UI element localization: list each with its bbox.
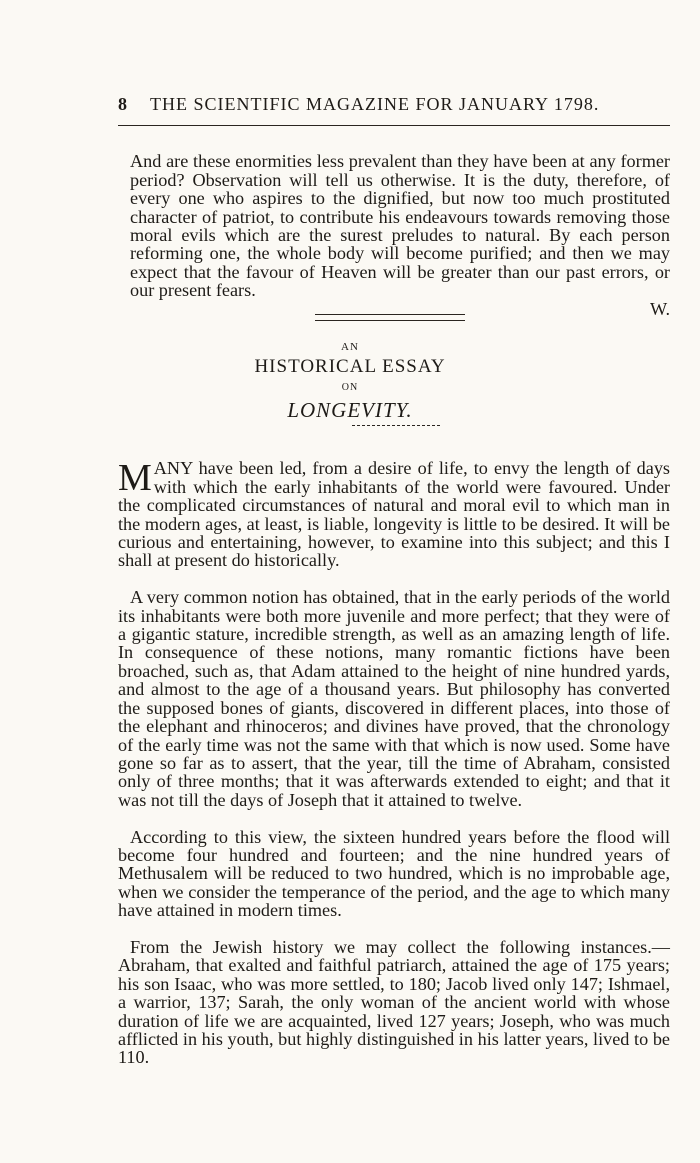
essay-subject: LONGEVITY. [287,398,413,422]
signature: W. [649,298,670,319]
heading-on: ON [341,382,359,393]
intro-paragraph [130,134,670,318]
heading-an: AN [341,341,359,353]
drop-cap: M [118,457,152,500]
essay-paragraph-3: According to this view, the sixteen hundred years before the flood will become four hundred and fourteen; and the nine hundred years of Methusalem will be reduced to two hundred, which is no improbable age, when we consider the temperance of the period, and the age to which many have attained in modern times. [118,826,670,921]
intro-text: And are these enormities less prevalent than they have been at any former period? Observation will tell us otherwise. It is the duty, therefore, of every one who aspires to the dignified, but now too much prostituted character of patriot, to contribute his endeavours towards removing those moral evils which are the surest preludes to natural. By each person reforming one, the whole body will become purified; and then we may expect that the favour of Heaven will be greater than our past errors, or our present fears. [130,151,670,301]
running-title: THE SCIENTIFIC MAGAZINE FOR JANUARY 1798. [150,94,600,114]
header-rule [118,125,670,126]
running-header [118,94,670,115]
essay-body [118,441,670,1085]
section-divider [315,314,465,321]
essay-paragraph-1 [118,459,670,569]
essay-paragraph-2: A very common notion has obtained, that in the early periods of the world its inhabitants were both more juvenile and more perfect; that they were of a gigantic stature, incredible strength, as well as an amazing length of life. In consequence of these notions, many romantic fictions have been broached, such as, that Adam attained to the height of nine hundred yards, and almost to the age of a thousand years. But philosophy has converted the supposed bones of giants, discovered in different places, into those of the elephant and rhinoceros; and divines have proved, that the chronology of the early time was not the same with that which is now used. Some have gone so far as to assert, that the year, till the time of Abraham, consisted only of three months; that it was afterwards extended to eight; and that it was not till the days of Joseph that it attained to twelve. [118,587,670,810]
essay-paragraph-1-text: ANY have been led, from a desire of life, to envy the length of days with which the early inhabitants of the world were favoured. Under the complicated circumstances of natural and moral evil to which man in the modern ages, at least, is liable, longevity is little to be desired. It will be curious and entertaining, however, to examine into this subject; and this I shall at present do historically. [118,458,670,571]
page-number: 8 [118,94,128,114]
essay-title: HISTORICAL ESSAY [254,356,446,377]
essay-paragraph-4: From the Jewish history we may collect the following instances.— Abraham, that exalted and faithful patriarch, attained the age of 175 years; his son Isaac, who was more settled, to 180; Jacob lived only 147; Ishmael, a warrior, 137; Sarah, the only woman of the ancient world with whose duration of life we are acquainted, lived 127 years; Joseph, who was much afflicted in his youth, but highly distinguished in his latter years, lived to be 110. [118,936,670,1068]
subject-underline [352,425,440,426]
